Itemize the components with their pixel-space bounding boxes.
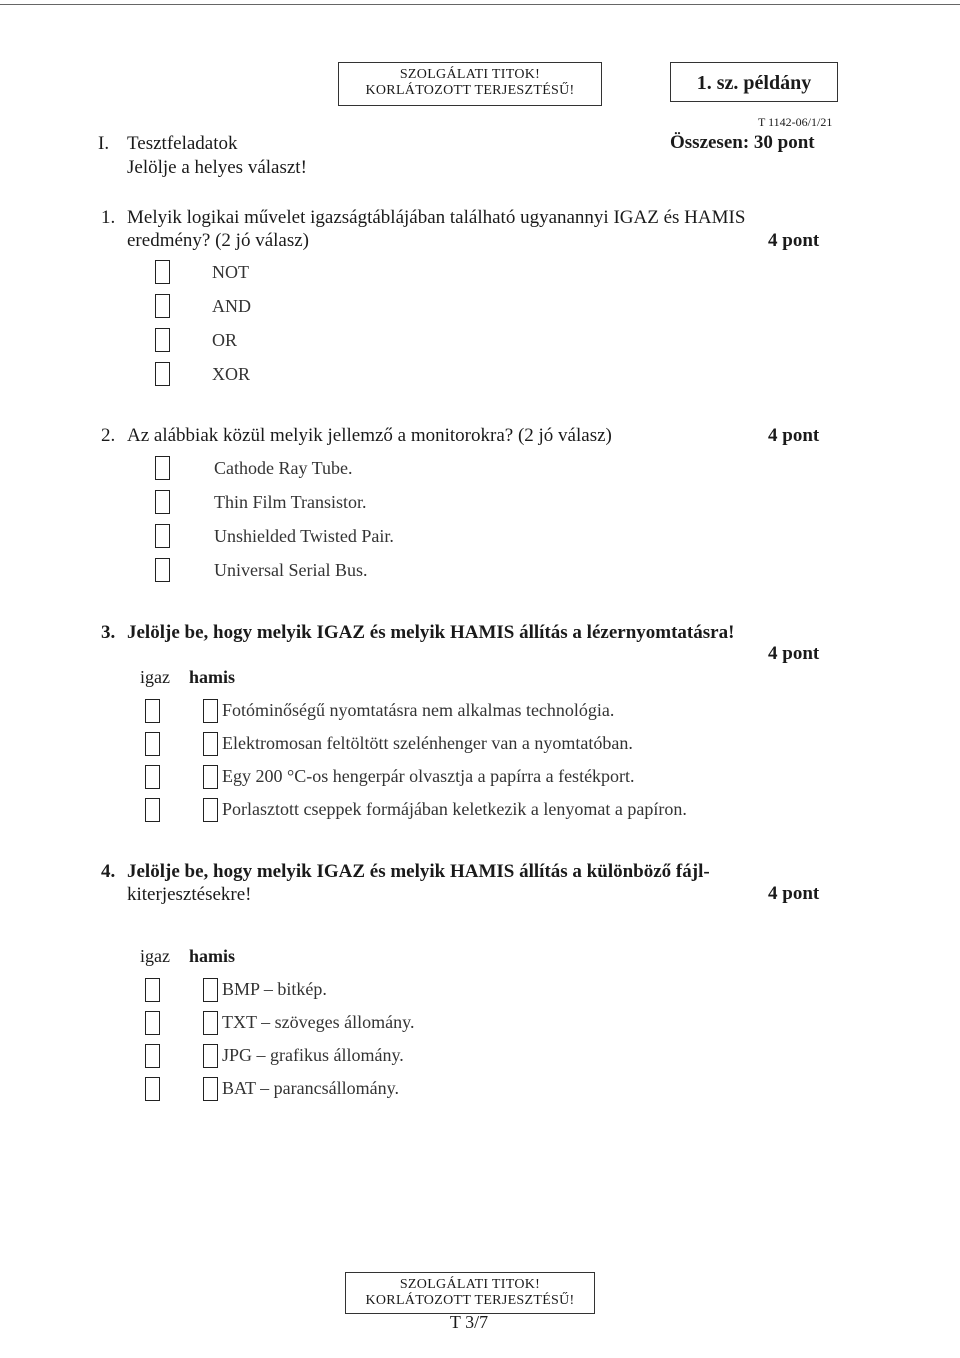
q1-option-checkbox[interactable]	[155, 328, 170, 352]
q1-text-line1: Melyik logikai művelet igazságtáblájában található ugyanannyi IGAZ és HAMIS	[127, 207, 746, 228]
stamp-line1: SZOLGÁLATI TITOK!	[399, 1277, 541, 1292]
q1-option-label: OR	[212, 330, 238, 350]
q4-true-checkbox[interactable]	[145, 1077, 160, 1101]
q4-false-checkbox[interactable]	[203, 1011, 218, 1035]
q1-number: 1.	[101, 207, 116, 228]
stamp-line2: KORLÁTOZOTT TERJESZTÉSŰ!	[365, 83, 575, 98]
stamp-line2: KORLÁTOZOTT TERJESZTÉSŰ!	[365, 1293, 575, 1308]
document-code: T 1142-06/1/21	[758, 115, 833, 129]
q4-true-checkbox[interactable]	[145, 978, 160, 1002]
q1-option-checkbox[interactable]	[155, 294, 170, 318]
q2-number: 2.	[101, 425, 116, 446]
q4-number: 4.	[101, 861, 116, 882]
q3-statement: Porlasztott cseppek formájában keletkezik a lenyomat a papíron.	[222, 799, 687, 819]
q1-option-checkbox[interactable]	[155, 260, 170, 284]
q4-statement: JPG – grafikus állomány.	[222, 1045, 404, 1065]
top-border-line	[0, 4, 960, 5]
q3-false-checkbox[interactable]	[203, 765, 218, 789]
q2-option-checkbox[interactable]	[155, 490, 170, 514]
q4-text-line1: Jelölje be, hogy melyik IGAZ és melyik HAMIS állítás a különböző fájl-	[127, 861, 710, 882]
q2-points: 4 pont	[768, 425, 820, 446]
q4-col-true: igaz	[140, 946, 170, 966]
section-instruction: Jelölje a helyes választ!	[127, 157, 307, 178]
q2-option-label: Cathode Ray Tube.	[214, 458, 353, 478]
q2-option-label: Universal Serial Bus.	[214, 560, 368, 580]
q3-points: 4 pont	[768, 643, 820, 664]
q1-text-line2: eredmény? (2 jó válasz)	[127, 230, 309, 251]
q3-false-checkbox[interactable]	[203, 798, 218, 822]
q4-statement: TXT – szöveges állomány.	[222, 1012, 415, 1032]
q1-option-label: AND	[212, 296, 251, 316]
q3-col-true: igaz	[140, 667, 170, 687]
confidential-stamp-bottom	[345, 1272, 595, 1314]
q3-true-checkbox[interactable]	[145, 732, 160, 756]
q3-true-checkbox[interactable]	[145, 765, 160, 789]
q2-option-label: Unshielded Twisted Pair.	[214, 526, 394, 546]
q2-option-checkbox[interactable]	[155, 456, 170, 480]
stamp-line1: SZOLGÁLATI TITOK!	[399, 67, 541, 82]
page-number: T 3/7	[449, 1312, 489, 1332]
section-number: I.	[98, 133, 110, 154]
q3-true-checkbox[interactable]	[145, 699, 160, 723]
total-points: Összesen: 30 pont	[670, 132, 815, 153]
q4-statement: BMP – bitkép.	[222, 979, 327, 999]
q3-text-line1: Jelölje be, hogy melyik IGAZ és melyik HAMIS állítás a lézernyomtatásra!	[127, 622, 735, 643]
q3-false-checkbox[interactable]	[203, 699, 218, 723]
q2-text-line1: Az alábbiak közül melyik jellemző a monitorokra? (2 jó válasz)	[127, 425, 612, 446]
confidential-stamp-top	[338, 62, 602, 106]
section-title: Tesztfeladatok	[127, 133, 238, 154]
q3-statement: Fotóminőségű nyomtatásra nem alkalmas technológia.	[222, 700, 615, 720]
q4-statement: BAT – parancsállomány.	[222, 1078, 399, 1098]
q1-points: 4 pont	[768, 230, 820, 251]
q4-col-false: hamis	[189, 946, 236, 966]
q4-true-checkbox[interactable]	[145, 1011, 160, 1035]
q4-true-checkbox[interactable]	[145, 1044, 160, 1068]
q3-statement: Elektromosan feltöltött szelénhenger van a nyomtatóban.	[222, 733, 633, 753]
q4-false-checkbox[interactable]	[203, 1077, 218, 1101]
q4-text-line2: kiterjesztésekre!	[127, 884, 252, 905]
q2-option-checkbox[interactable]	[155, 524, 170, 548]
q3-false-checkbox[interactable]	[203, 732, 218, 756]
q1-option-checkbox[interactable]	[155, 362, 170, 386]
q3-number: 3.	[101, 622, 116, 643]
q4-points: 4 pont	[768, 883, 820, 904]
q3-statement: Egy 200 °C-os hengerpár olvasztja a papírra a festékport.	[222, 766, 635, 786]
q2-option-label: Thin Film Transistor.	[214, 492, 367, 512]
q2-option-checkbox[interactable]	[155, 558, 170, 582]
q4-false-checkbox[interactable]	[203, 1044, 218, 1068]
q3-col-false: hamis	[189, 667, 236, 687]
copy-number-box: 1. sz. példány	[670, 62, 838, 102]
q3-true-checkbox[interactable]	[145, 798, 160, 822]
q4-false-checkbox[interactable]	[203, 978, 218, 1002]
q1-option-label: XOR	[212, 364, 251, 384]
q1-option-label: NOT	[212, 262, 249, 282]
